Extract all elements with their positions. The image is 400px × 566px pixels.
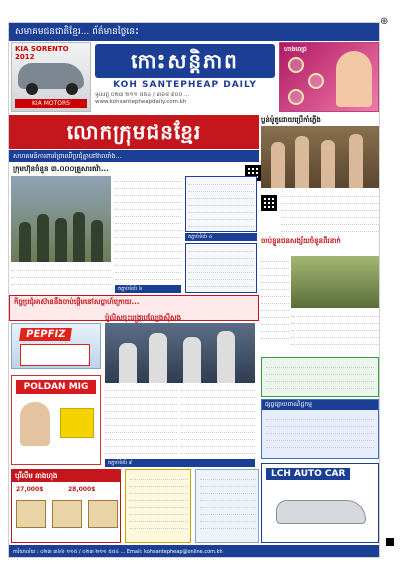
- masthead-logo: កោះសន្តិភាព: [95, 44, 275, 78]
- continue-label[interactable]: តភ្ជាប់ទំព័រ ៦: [115, 285, 181, 293]
- top-strip: សមាគមជនជាតិខ្មែរ... ព័ត៌មានថ្ងៃនេះ: [9, 23, 380, 41]
- lead-headline[interactable]: លោកក្រុមជនខ្មែរ: [9, 115, 259, 149]
- person-figure: [37, 214, 49, 262]
- car-image: [276, 500, 366, 524]
- kia-advertisement[interactable]: [11, 42, 91, 112]
- lead-photo-caption: [11, 265, 111, 291]
- mid-story-body: [105, 385, 255, 465]
- ring-icon: [288, 57, 304, 73]
- wheel-icon: [66, 83, 78, 95]
- person-figure: [91, 220, 103, 262]
- teaser-box[interactable]: [185, 176, 257, 232]
- right-story-body-2: [261, 256, 289, 346]
- poldan-brand: POLDAN MIG: [16, 380, 96, 394]
- jewelry-advertisement[interactable]: [279, 42, 379, 112]
- house-image: [52, 500, 82, 528]
- right-column: [261, 115, 379, 355]
- blue-ad-band: ផ្សព្វផ្សាយពាណិជ្ជកម្ម: [262, 400, 378, 410]
- person-figure: [149, 333, 167, 383]
- person-figure: [19, 222, 31, 262]
- footer: ការិយាល័យ : ០២៣ ៣៦៦ ១១៥ / ០២៣ ២១១ ៥៥៤ ... Email: kohsantepheap@online.com.kh: [9, 545, 380, 558]
- pepfiz-pack-image: [20, 344, 90, 366]
- masthead-english-title: KOH SANTEPHEAP DAILY: [113, 80, 257, 90]
- mid-story-column: [105, 385, 177, 461]
- right-story-body: [281, 191, 379, 235]
- lead-deck: ក្រុមហ៊ុនចំនួន ៣.០០០គ្រួសារតវ៉ា...: [13, 165, 109, 173]
- yellow-advertisement[interactable]: [125, 469, 191, 543]
- green-advertisement[interactable]: [261, 357, 379, 397]
- person-figure: [119, 343, 137, 383]
- pepfiz-advertisement[interactable]: [11, 323, 101, 369]
- lead-subheadline: សហគមន៍ការពារព្រៃឈើប្រជុំគ្នានៅវាលរាំង...: [9, 150, 259, 162]
- ring-icon: [288, 89, 304, 105]
- blue-ad-text: [266, 414, 374, 456]
- teaser-body: [188, 179, 254, 229]
- kia-brand: KIA SORENTO 2012: [15, 45, 69, 61]
- kia-slogan: KIA MOTORS: [15, 99, 87, 108]
- person-figure: [183, 337, 201, 383]
- housing-advertisement[interactable]: [11, 469, 121, 543]
- person-figure: [321, 140, 335, 188]
- jewelry-label: ហាងពេជ្រ: [284, 46, 307, 53]
- lead-photo[interactable]: [11, 176, 111, 262]
- ring-icon: [308, 73, 324, 89]
- teaser-box[interactable]: [185, 243, 257, 293]
- housing-ad-band: បុរីលីម ឆាងហុង: [12, 470, 120, 482]
- notice-ad-text: [200, 474, 256, 540]
- person-figure: [73, 212, 85, 262]
- model-photo: [20, 402, 50, 446]
- blue-advertisement[interactable]: [261, 399, 379, 459]
- mid-story-column: [181, 385, 255, 461]
- newspaper-page: [8, 22, 380, 558]
- continue-label[interactable]: តភ្ជាប់ទំព័រ ៤: [185, 233, 257, 241]
- right-story-photo-2[interactable]: [291, 256, 379, 308]
- green-ad-text: [266, 362, 374, 394]
- model-photo: [336, 51, 372, 107]
- teaser-body: [188, 246, 254, 290]
- right-story-title-2[interactable]: ចាប់ខ្លួនជនសង្ស័យចំនួនពីរនាក់: [261, 237, 341, 245]
- product-pack-image: [60, 408, 94, 438]
- pepfiz-brand: PEPFIZ: [19, 328, 72, 341]
- right-story-title[interactable]: ប្លន់ម៉ូតូដោយប្រើកាំភ្លើង: [261, 116, 321, 124]
- yellow-ad-text: [130, 474, 188, 540]
- person-figure: [55, 218, 67, 262]
- poldan-advertisement[interactable]: [11, 375, 101, 465]
- person-figure: [349, 134, 363, 188]
- mid-story-photo[interactable]: [105, 323, 255, 383]
- lead-body-column: [115, 176, 181, 286]
- person-figure: [295, 136, 309, 188]
- qr-code-icon: [261, 195, 277, 211]
- masthead-info: ទូរស័ព្ទ ០២៣ ២១១ ៥៥៤ / ៣៦៨ ៩០០ ... www.kohsantepheapdaily.com.kh: [95, 92, 190, 105]
- corner-mark: [386, 538, 394, 546]
- car-dealer-brand: LCH AUTO CAR: [266, 468, 350, 480]
- person-figure: [217, 331, 235, 383]
- house-image: [88, 500, 118, 528]
- right-story-photo[interactable]: [261, 126, 379, 188]
- header-row: [9, 42, 380, 114]
- right-story-body-3: [291, 311, 379, 347]
- wheel-icon: [26, 83, 38, 95]
- red-headline-box[interactable]: កិច្ចប្រជុំអាស៊ាននឹងចាប់ផ្តើមនៅសប្តាហ៍ក្រោយ...: [9, 295, 259, 321]
- house-image: [16, 500, 46, 528]
- car-dealer-advertisement[interactable]: [261, 463, 379, 543]
- registration-mark: ⊕: [380, 16, 389, 27]
- house-price-2: 28,000$: [68, 486, 96, 493]
- mid-story-headline[interactable]: ប៉ូលិសចុះបង្ក្រាបល្បែងស៊ីសង: [105, 314, 182, 322]
- person-figure: [271, 142, 285, 188]
- continue-label[interactable]: តភ្ជាប់ទំព័រ ៩: [105, 459, 255, 467]
- masthead: [95, 42, 275, 112]
- house-price-1: 27,000$: [16, 486, 44, 493]
- notice-advertisement[interactable]: [195, 469, 259, 543]
